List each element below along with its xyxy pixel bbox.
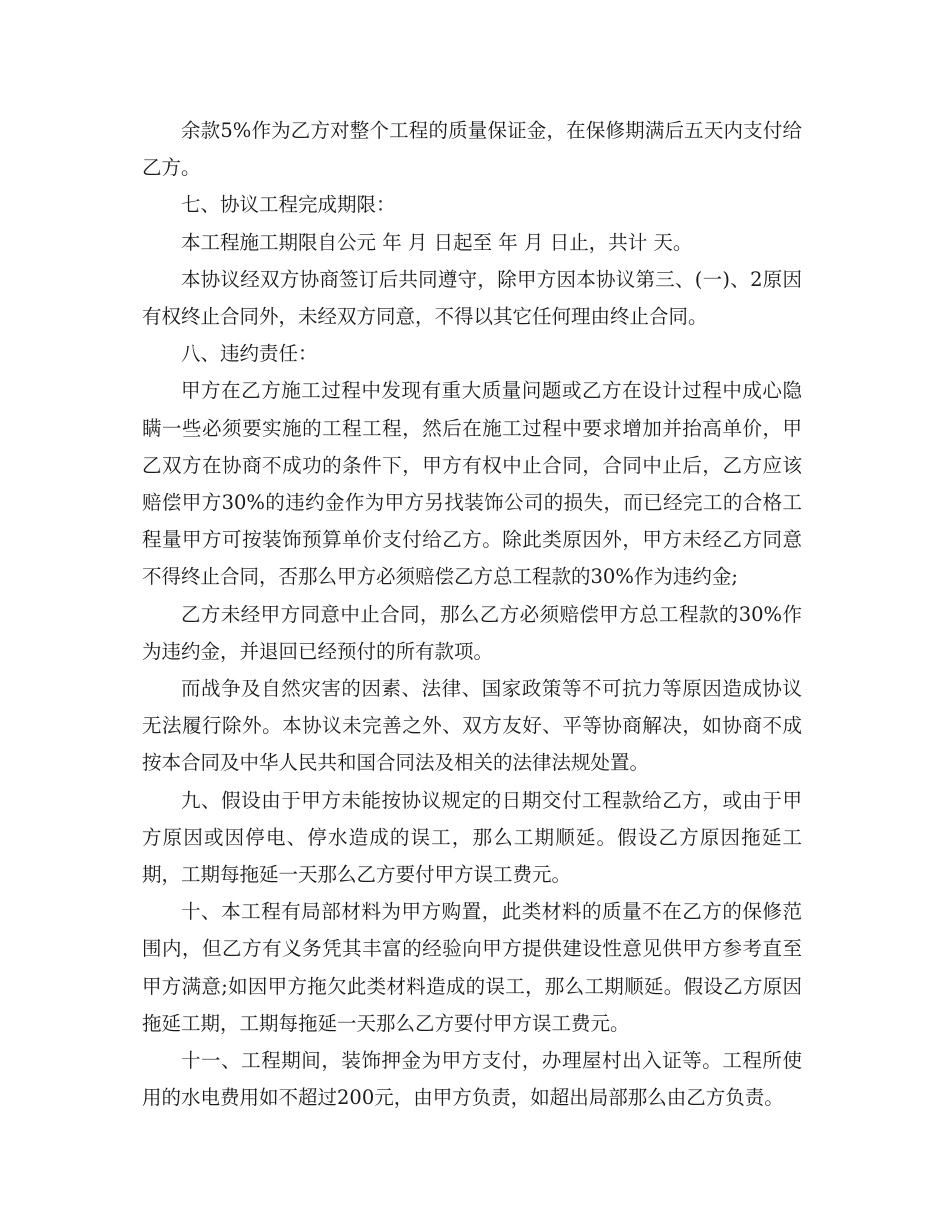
paragraph-party-a-termination: 甲方在乙方施工过程中发现有重大质量问题或乙方在设计过程中成心隐瞒一些必须要实施的工程工程，然后在施工过程中要求增加并抬高单价，甲乙双方在协商不成功的条件下，甲方有权中止合同，合同中止后，乙方应该赔偿甲方30%的违约金作为甲方另找装饰公司的损失，而已经完工的合格工程量甲方可按装饰预算单价支付给乙方。除此类原因外，甲方未经乙方同意不得终止合同，否那么甲方必须赔偿乙方总工程款的30%作为违约金;: [142, 379, 802, 589]
section-heading-breach-liability: 八、违约责任：: [181, 342, 318, 366]
paragraph-termination-terms: 本协议经双方协商签订后共同遵守，除甲方因本协议第三、(一)、2原因有权终止合同外，未经双方同意，不得以其它任何理由终止合同。: [142, 267, 802, 329]
paragraph-payment-delay: 九、假设由于甲方未能按协议规定的日期交付工程款给乙方，或由于甲方原因或因停电、停水造成的误工，那么工期顺延。假设乙方原因拖延工期，工期每拖延一天那么乙方要付甲方误工费元。: [142, 788, 802, 887]
document-body: [142, 112, 802, 1116]
paragraph-party-a-materials: 十、本工程有局部材料为甲方购置，此类材料的质量不在乙方的保修范围内，但乙方有义务凭其丰富的经验向甲方提供建设性意见供甲方参考直至甲方满意;如因甲方拖欠此类材料造成的误工，那么工期顺延。假设乙方原因拖延工期，工期每拖延一天那么乙方要付甲方误工费元。: [142, 900, 802, 1035]
paragraph-party-b-termination: 乙方未经甲方同意中止合同，那么乙方必须赔偿甲方总工程款的30%作为违约金，并退回已经预付的所有款项。: [142, 602, 802, 663]
paragraph-deposit-utilities: 十一、工程期间，装饰押金为甲方支付，办理屋村出入证等。工程所使用的水电费用如不超过200元，由甲方负责，如超出局部那么由乙方负责。: [142, 1049, 802, 1110]
paragraph-quality-deposit: 余款5%作为乙方对整个工程的质量保证金，在保修期满后五天内支付给乙方。: [142, 119, 802, 180]
paragraph-force-majeure: 而战争及自然灾害的因素、法律、国家政策等不可抗力等原因造成协议无法履行除外。本协议未完善之外、双方友好、平等协商解决，如协商不成按本合同及中华人民共和国合同法及相关的法律法规处置。: [142, 677, 802, 775]
section-heading-completion-period: 七、协议工程完成期限：: [181, 193, 396, 217]
paragraph-construction-period: 本工程施工期限自公元 年 月 日起至 年 月 日止，共计 天。: [181, 230, 693, 254]
